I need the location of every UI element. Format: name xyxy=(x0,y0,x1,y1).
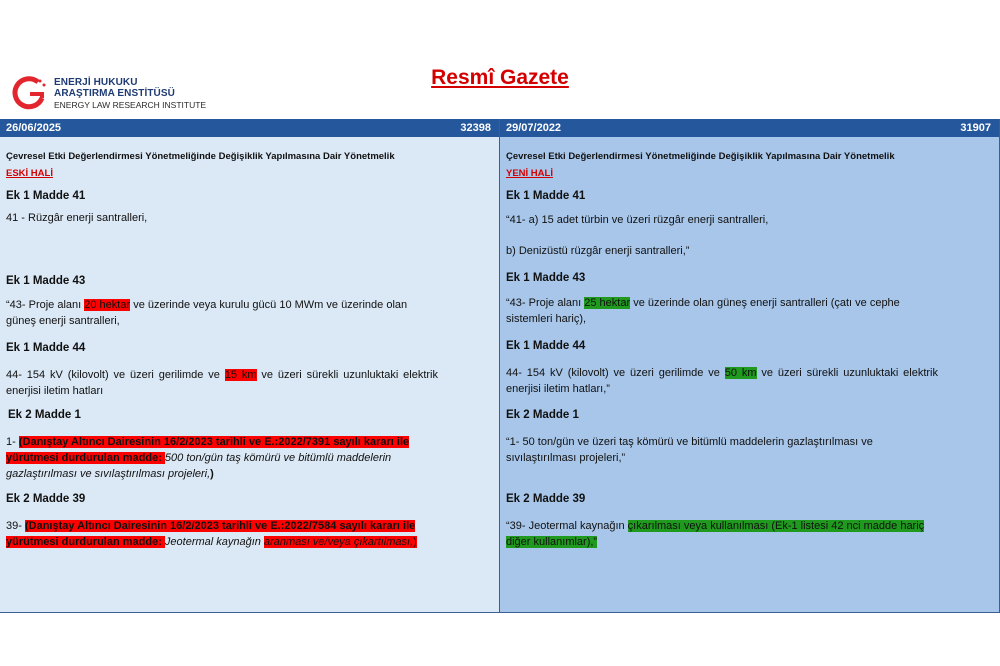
new-regulation-title: Çevresel Etki Değerlendirmesi Yönetmeliğinde Değişiklik Yapılmasına Dair Yönetmelik xyxy=(506,151,895,162)
old-regulation-title: Çevresel Etki Değerlendirmesi Yönetmeliğinde Değişiklik Yapılmasına Dair Yönetmelik xyxy=(6,151,395,162)
old-highlight-area: 20 hektar xyxy=(84,299,131,311)
new-section-text-5: “39- Jeotermal kaynağın çıkarılması veya kullanılması (Ek-1 listesi 42 nci madde hariç diğer kullanımlar),” xyxy=(506,520,925,548)
new-section-heading-3: Ek 1 Madde 44 xyxy=(506,340,586,352)
old-section-heading-4: Ek 2 Madde 1 xyxy=(8,409,81,421)
old-issue-number: 32398 xyxy=(460,122,491,134)
old-highlight-length: 15 km xyxy=(224,369,257,381)
logo-name-line2: ARAŞTIRMA ENSTİTÜSÜ xyxy=(54,88,175,99)
new-issue-number: 31907 xyxy=(960,122,991,134)
new-section-heading-2: Ek 1 Madde 43 xyxy=(506,272,586,284)
new-section-text-3: 44- 154 kV (kilovolt) ve üzeri gerilimde ve 50 km ve üzeri sürekli uzunluktaki elektrik enerjisi iletim hatları,” xyxy=(506,367,938,395)
new-section-heading-5: Ek 2 Madde 39 xyxy=(506,493,586,505)
new-section-heading-1: Ek 1 Madde 41 xyxy=(506,190,586,202)
new-date: 29/07/2022 xyxy=(506,122,562,134)
page-title: Resmî Gazete xyxy=(431,66,569,89)
old-section-text-1: 41 - Rüzgâr enerji santralleri, xyxy=(6,212,148,224)
old-section-heading-2: Ek 1 Madde 43 xyxy=(6,275,86,287)
new-section-text-2: “43- Proje alanı 25 hektar ve üzerinde olan güneş enerji santralleri (çatı ve cephe sistemleri hariç), xyxy=(506,297,900,325)
new-highlight-length: 50 km xyxy=(724,367,757,379)
new-version-panel xyxy=(500,119,1000,613)
new-section-text-4: “1- 50 ton/gün ve üzeri taş kömürü ve bitümlü maddelerin gazlaştırılması ve sıvılaştırılması projeleri,” xyxy=(506,436,873,464)
new-section-text-1a: “41- a) 15 adet türbin ve üzeri rüzgâr enerji santralleri, xyxy=(506,214,769,226)
old-section-text-5: 39- (Danıştay Altıncı Dairesinin 16/2/2023 tarihli ve E.:2022/7584 sayılı kararı ile yürütmesi durdurulan madde: Jeotermal kaynağın aranması ve/veya çıkartılması,) xyxy=(6,520,417,548)
new-section-text-1b: b) Denizüstü rüzgâr enerji santralleri,” xyxy=(506,245,690,257)
logo-name-line1: ENERJİ HUKUKU xyxy=(54,77,138,88)
old-status-label: ESKİ HALİ xyxy=(6,168,53,179)
new-highlight-area: 25 hektar xyxy=(584,297,631,309)
old-section-heading-1: Ek 1 Madde 41 xyxy=(6,190,86,202)
old-section-heading-5: Ek 2 Madde 39 xyxy=(6,493,86,505)
old-section-heading-3: Ek 1 Madde 44 xyxy=(6,342,86,354)
old-section-text-3: 44- 154 kV (kilovolt) ve üzeri gerilimde ve 15 km ve üzeri sürekli uzunluktaki elektrik enerjisi iletim hatları xyxy=(6,369,438,397)
new-section-heading-4: Ek 2 Madde 1 xyxy=(506,409,579,421)
old-suspended-note-1: (Danıştay Altıncı Dairesinin 16/2/2023 tarihli ve E.:2022/7391 sayılı kararı ile yürütmesi durdurulan madde: xyxy=(6,436,410,464)
new-panel-header xyxy=(500,119,999,137)
old-suspended-note-2: (Danıştay Altıncı Dairesinin 16/2/2023 tarihli ve E.:2022/7584 sayılı kararı ile yürütmesi durdurulan madde: xyxy=(6,520,416,548)
old-date: 26/06/2025 xyxy=(6,122,62,134)
old-panel-header xyxy=(0,119,499,137)
new-highlight-geothermal: çıkarılması veya kullanılması (Ek-1 listesi 42 nci madde hariç diğer kullanımlar),” xyxy=(506,520,925,548)
old-section-text-2: “43- Proje alanı 20 hektar ve üzerinde veya kurulu gücü 10 MWm ve üzerinde olan güneş enerji santralleri, xyxy=(6,299,408,327)
old-section-text-4: 1- (Danıştay Altıncı Dairesinin 16/2/2023 tarihli ve E.:2022/7391 sayılı kararı ile yürütmesi durdurulan madde: 500 ton/gün taş kömürü ve bitümlü maddelerin gazlaştırılması ve sıvılaştırılması projeleri,) xyxy=(6,436,410,480)
old-version-panel xyxy=(0,119,500,613)
new-status-label: YENİ HALİ xyxy=(506,168,553,179)
logo-name-english: ENERGY LAW RESEARCH INSTITUTE xyxy=(54,100,207,110)
